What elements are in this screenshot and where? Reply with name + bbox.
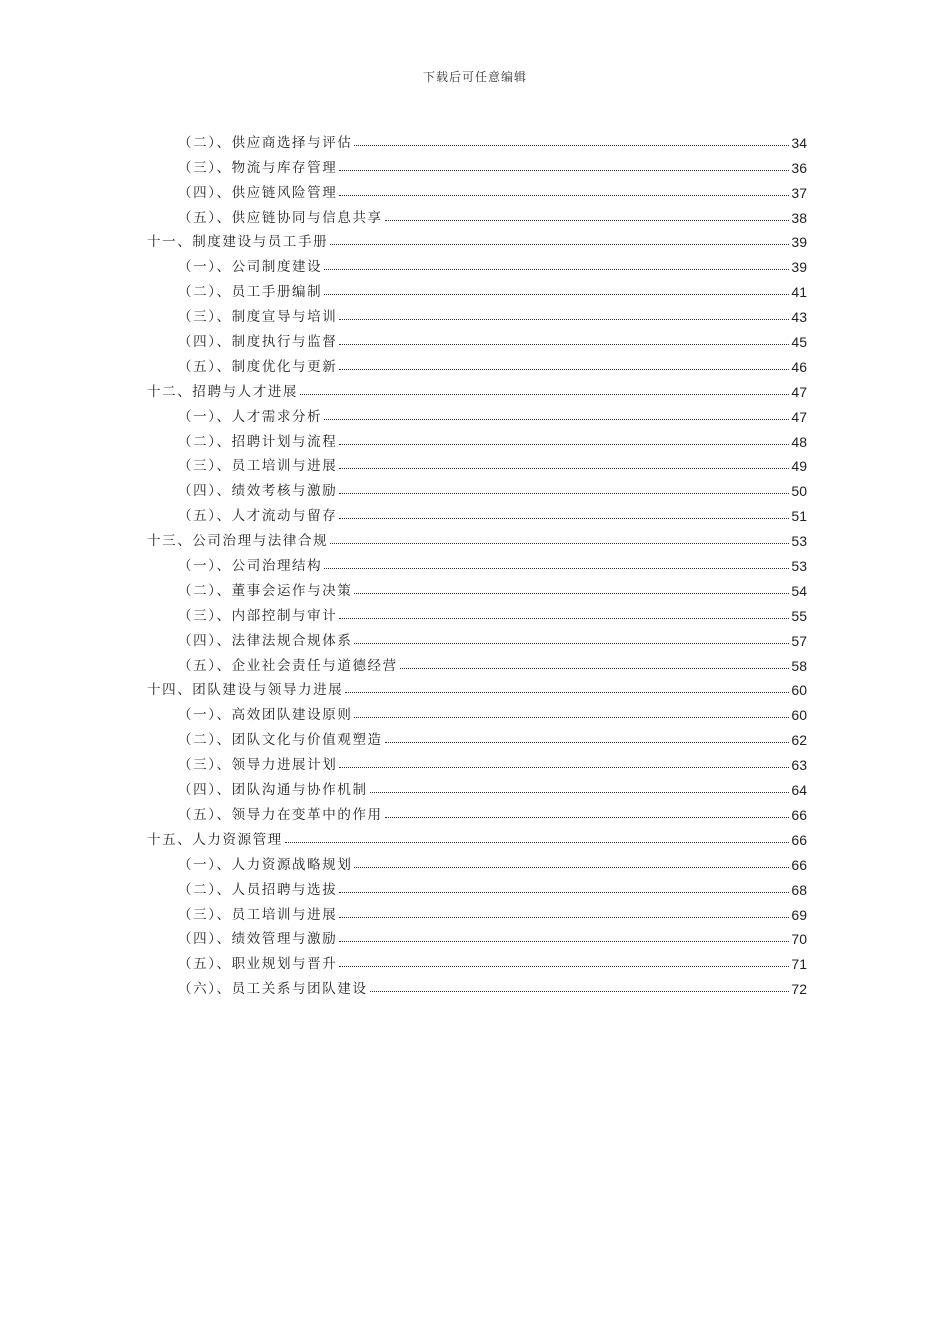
toc-page-number: 66 bbox=[791, 806, 807, 823]
toc-entry-label: （四）、绩效考核与激励 bbox=[178, 483, 338, 500]
toc-page-number: 36 bbox=[791, 159, 807, 176]
toc-dot-leader bbox=[354, 717, 789, 718]
toc-dot-leader bbox=[339, 618, 789, 619]
toc-page-number: 64 bbox=[791, 782, 807, 799]
toc-chapter-entry[interactable] bbox=[147, 823, 807, 848]
toc-entry-label: 十五、人力资源管理 bbox=[147, 831, 283, 848]
toc-dot-leader bbox=[339, 444, 789, 445]
toc-dot-leader bbox=[385, 220, 790, 221]
toc-page-number: 38 bbox=[791, 209, 807, 226]
toc-dot-leader bbox=[339, 493, 789, 494]
toc-section-entry[interactable] bbox=[147, 250, 807, 275]
toc-entry-label: （二）、员工手册编制 bbox=[178, 284, 323, 301]
toc-dot-leader bbox=[285, 842, 790, 843]
toc-page-number: 54 bbox=[791, 582, 807, 599]
toc-page-number: 62 bbox=[791, 732, 807, 749]
toc-entry-label: （一）、高效团队建设原则 bbox=[178, 707, 353, 724]
toc-entry-label: （四）、法律法规合规体系 bbox=[178, 632, 353, 649]
toc-page-number: 39 bbox=[791, 234, 807, 251]
toc-section-entry[interactable] bbox=[147, 972, 807, 997]
toc-entry-label: （一）、人才需求分析 bbox=[178, 408, 323, 425]
toc-entry-label: （一）、人力资源战略规划 bbox=[178, 856, 353, 873]
toc-page-number: 57 bbox=[791, 632, 807, 649]
toc-entry-label: （五）、企业社会责任与道德经营 bbox=[178, 657, 398, 674]
toc-section-entry[interactable] bbox=[147, 748, 807, 773]
toc-dot-leader bbox=[339, 966, 789, 967]
toc-entry-label: （四）、绩效管理与激励 bbox=[178, 931, 338, 948]
toc-dot-leader bbox=[354, 643, 789, 644]
toc-section-entry[interactable] bbox=[147, 798, 807, 823]
toc-section-entry[interactable] bbox=[147, 275, 807, 300]
toc-entry-label: （二）、团队文化与价值观塑造 bbox=[178, 732, 383, 749]
toc-page-number: 60 bbox=[791, 682, 807, 699]
toc-entry-label: （三）、制度宣导与培训 bbox=[178, 309, 338, 326]
toc-entry-label: （五）、供应链协同与信息共享 bbox=[178, 209, 383, 226]
toc-dot-leader bbox=[339, 369, 789, 370]
toc-page-number: 37 bbox=[791, 184, 807, 201]
toc-page-number: 47 bbox=[791, 408, 807, 425]
toc-dot-leader bbox=[354, 593, 789, 594]
toc-section-entry[interactable] bbox=[147, 898, 807, 923]
toc-dot-leader bbox=[339, 344, 789, 345]
toc-dot-leader bbox=[339, 518, 789, 519]
toc-page-number: 58 bbox=[791, 657, 807, 674]
toc-entry-label: （五）、职业规划与晋升 bbox=[178, 956, 338, 973]
toc-page-number: 51 bbox=[791, 508, 807, 525]
toc-dot-leader bbox=[354, 145, 789, 146]
toc-chapter-entry[interactable] bbox=[147, 375, 807, 400]
toc-dot-leader bbox=[324, 269, 789, 270]
toc-section-entry[interactable] bbox=[147, 126, 807, 151]
toc-dot-leader bbox=[330, 244, 789, 245]
toc-section-entry[interactable] bbox=[147, 723, 807, 748]
toc-entry-label: （五）、领导力在变革中的作用 bbox=[178, 806, 383, 823]
toc-entry-label: （四）、供应链风险管理 bbox=[178, 184, 338, 201]
toc-chapter-entry[interactable] bbox=[147, 524, 807, 549]
toc-entry-label: （三）、员工培训与进展 bbox=[178, 458, 338, 475]
toc-chapter-entry[interactable] bbox=[147, 226, 807, 251]
toc-dot-leader bbox=[339, 319, 789, 320]
toc-dot-leader bbox=[354, 867, 789, 868]
toc-section-entry[interactable] bbox=[147, 873, 807, 898]
toc-entry-label: （五）、人才流动与留存 bbox=[178, 508, 338, 525]
toc-entry-label: （二）、招聘计划与流程 bbox=[178, 433, 338, 450]
toc-page-number: 60 bbox=[791, 707, 807, 724]
toc-entry-label: （六）、员工关系与团队建设 bbox=[178, 981, 368, 998]
toc-page-number: 34 bbox=[791, 134, 807, 151]
toc-entry-label: 十二、招聘与人才进展 bbox=[147, 383, 298, 400]
toc-page-number: 43 bbox=[791, 309, 807, 326]
toc-page-number: 66 bbox=[791, 856, 807, 873]
toc-page-number: 47 bbox=[791, 383, 807, 400]
toc-entry-label: 十一、制度建设与员工手册 bbox=[147, 234, 329, 251]
toc-entry-label: （四）、团队沟通与协作机制 bbox=[178, 782, 368, 799]
toc-page-number: 53 bbox=[791, 533, 807, 550]
toc-entry-label: （一）、公司治理结构 bbox=[178, 558, 323, 575]
toc-section-entry[interactable] bbox=[147, 450, 807, 475]
toc-page-number: 50 bbox=[791, 483, 807, 500]
toc-section-entry[interactable] bbox=[147, 201, 807, 226]
toc-section-entry[interactable] bbox=[147, 848, 807, 873]
toc-section-entry[interactable] bbox=[147, 698, 807, 723]
toc-dot-leader bbox=[370, 991, 790, 992]
toc-dot-leader bbox=[300, 394, 789, 395]
toc-entry-label: 十四、团队建设与领导力进展 bbox=[147, 682, 344, 699]
toc-page-number: 70 bbox=[791, 931, 807, 948]
toc-section-entry[interactable] bbox=[147, 549, 807, 574]
toc-section-entry[interactable] bbox=[147, 325, 807, 350]
page-header: 下载后可任意编辑 bbox=[422, 70, 527, 84]
toc-page-number: 66 bbox=[791, 831, 807, 848]
table-of-contents bbox=[147, 126, 807, 997]
toc-entry-label: （三）、内部控制与审计 bbox=[178, 607, 338, 624]
toc-dot-leader bbox=[385, 817, 790, 818]
toc-dot-leader bbox=[324, 419, 789, 420]
toc-dot-leader bbox=[339, 195, 789, 196]
toc-section-entry[interactable] bbox=[147, 947, 807, 972]
toc-page-number: 46 bbox=[791, 358, 807, 375]
toc-dot-leader bbox=[324, 294, 789, 295]
toc-section-entry[interactable] bbox=[147, 474, 807, 499]
toc-section-entry[interactable] bbox=[147, 574, 807, 599]
toc-page-number: 41 bbox=[791, 284, 807, 301]
toc-dot-leader bbox=[339, 170, 789, 171]
toc-section-entry[interactable] bbox=[147, 176, 807, 201]
toc-section-entry[interactable] bbox=[147, 151, 807, 176]
toc-entry-label: （一）、公司制度建设 bbox=[178, 259, 323, 276]
toc-entry-label: （五）、制度优化与更新 bbox=[178, 358, 338, 375]
toc-page-number: 63 bbox=[791, 757, 807, 774]
toc-entry-label: （三）、领导力进展计划 bbox=[178, 757, 338, 774]
toc-entry-label: （二）、董事会运作与决策 bbox=[178, 582, 353, 599]
toc-section-entry[interactable] bbox=[147, 350, 807, 375]
toc-dot-leader bbox=[370, 792, 790, 793]
toc-entry-label: （四）、制度执行与监督 bbox=[178, 334, 338, 351]
toc-section-entry[interactable] bbox=[147, 923, 807, 948]
toc-dot-leader bbox=[339, 767, 789, 768]
toc-entry-label: （二）、供应商选择与评估 bbox=[178, 134, 353, 151]
toc-section-entry[interactable] bbox=[147, 400, 807, 425]
toc-page-number: 48 bbox=[791, 433, 807, 450]
toc-section-entry[interactable] bbox=[147, 300, 807, 325]
toc-dot-leader bbox=[345, 692, 789, 693]
toc-page-number: 53 bbox=[791, 558, 807, 575]
toc-dot-leader bbox=[400, 668, 790, 669]
toc-page-number: 71 bbox=[791, 956, 807, 973]
toc-page-number: 55 bbox=[791, 607, 807, 624]
toc-dot-leader bbox=[339, 917, 789, 918]
toc-dot-leader bbox=[385, 742, 790, 743]
toc-entry-label: 十三、公司治理与法律合规 bbox=[147, 533, 329, 550]
toc-dot-leader bbox=[339, 892, 789, 893]
toc-section-entry[interactable] bbox=[147, 499, 807, 524]
toc-entry-label: （三）、员工培训与进展 bbox=[178, 906, 338, 923]
toc-page-number: 39 bbox=[791, 259, 807, 276]
toc-page-number: 49 bbox=[791, 458, 807, 475]
toc-dot-leader bbox=[330, 543, 789, 544]
toc-page-number: 69 bbox=[791, 906, 807, 923]
toc-section-entry[interactable] bbox=[147, 599, 807, 624]
toc-page-number: 45 bbox=[791, 334, 807, 351]
toc-dot-leader bbox=[324, 568, 789, 569]
toc-page-number: 72 bbox=[791, 981, 807, 998]
toc-section-entry[interactable] bbox=[147, 425, 807, 450]
toc-section-entry[interactable] bbox=[147, 773, 807, 798]
toc-section-entry[interactable] bbox=[147, 649, 807, 674]
toc-dot-leader bbox=[339, 468, 789, 469]
toc-entry-label: （三）、物流与库存管理 bbox=[178, 159, 338, 176]
toc-chapter-entry[interactable] bbox=[147, 674, 807, 699]
toc-dot-leader bbox=[339, 941, 789, 942]
toc-entry-label: （二）、人员招聘与选拔 bbox=[178, 881, 338, 898]
toc-section-entry[interactable] bbox=[147, 624, 807, 649]
toc-page-number: 68 bbox=[791, 881, 807, 898]
